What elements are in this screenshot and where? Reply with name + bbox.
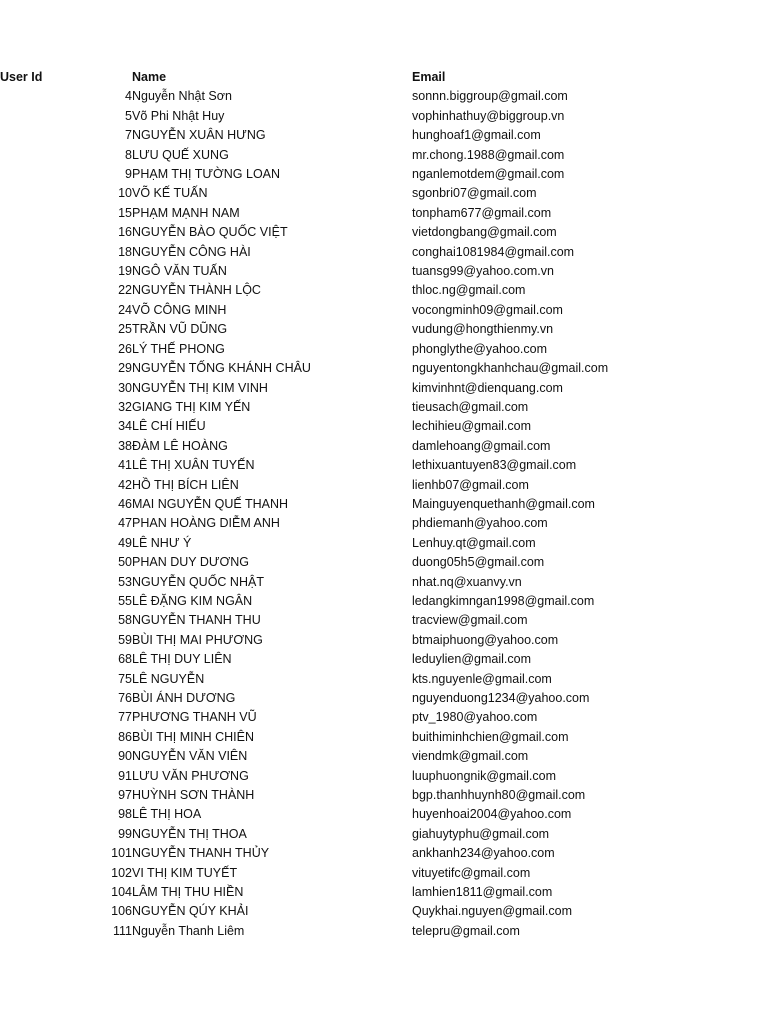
table-row [0,864,700,883]
table-row [0,417,700,436]
table-row [0,514,700,533]
email-cell: vudung@hongthienmy.vn [412,322,554,337]
table-row [0,165,700,184]
user-id-cell: 91 [118,768,132,783]
name-cell: HUỲNH SƠN THÀNH [132,788,255,803]
name-cell: PHAN HOÀNG DIỄM ANH [132,516,280,531]
table-row [0,922,700,941]
user-id-cell: 9 [125,167,132,182]
email-cell: damlehoang@gmail.com [412,438,551,453]
name-cell: LÊ ĐẶNG KIM NGÂN [132,593,253,608]
name-cell: LÊ NHƯ Ý [132,535,192,550]
email-cell: tracview@gmail.com [412,613,528,628]
user-id-cell: 18 [118,244,132,259]
name-cell: BÙI THỊ MAI PHƯƠNG [132,632,263,647]
email-cell: lethixuantuyen83@gmail.com [412,458,577,473]
table-row [0,379,700,398]
table-row [0,805,700,824]
user-id-cell: 58 [118,613,132,628]
user-id-cell: 38 [118,438,132,453]
name-cell: NGUYỄN THỊ THOA [132,826,247,841]
user-id-cell: 47 [118,516,132,531]
user-id-cell: 7 [125,128,132,143]
email-cell: Lenhuy.qt@gmail.com [412,535,536,550]
email-cell: sonnn.biggroup@gmail.com [412,89,568,104]
name-cell: VÕ CÔNG MINH [132,302,227,317]
email-cell: mr.chong.1988@gmail.com [412,147,565,162]
name-cell: NGUYỄN BÀO QUỐC VIỆT [132,225,288,240]
name-cell: GIANG THỊ KIM YẾN [132,399,251,414]
user-id-cell: 102 [111,865,132,880]
table-row [0,902,700,921]
user-id-cell: 68 [118,652,132,667]
email-cell: tuansg99@yahoo.com.vn [412,264,554,279]
name-cell: VI THỊ KIM TUYẾT [132,865,238,880]
table-row [0,320,700,339]
table-row [0,767,700,786]
email-cell: tonpham677@gmail.com [412,205,552,220]
name-cell: LÊ CHÍ HIẾU [132,419,206,434]
header-user-id: User Id [0,70,43,84]
email-cell: vietdongbang@gmail.com [412,225,557,240]
name-cell: LƯU VĂN PHƯƠNG [132,768,249,783]
user-table [0,68,700,941]
name-cell: HỒ THỊ BÍCH LIÊN [132,477,239,492]
table-row [0,204,700,223]
email-cell: nganlemotdem@gmail.com [412,167,565,182]
table-row [0,262,700,281]
user-id-cell: 76 [118,691,132,705]
user-id-cell: 97 [118,788,132,803]
table-row [0,301,700,320]
user-id-cell: 50 [118,555,132,570]
email-cell: ptv_1980@yahoo.com [412,710,538,725]
table-row [0,223,700,242]
table-row [0,495,700,514]
table-row [0,107,700,126]
user-id-cell: 46 [118,496,132,511]
table-row [0,825,700,844]
name-cell: NGUYỄN THỊ KIM VINH [132,380,268,395]
name-cell: MAI NGUYỄN QUẾ THANH [132,496,289,511]
email-cell: phonglythe@yahoo.com [412,341,547,356]
table-row [0,670,700,689]
user-id-cell: 53 [118,574,132,589]
email-cell: vituyetifc@gmail.com [412,865,531,880]
user-id-cell: 8 [125,147,132,162]
name-cell: NGUYỄN THANH THỦY [132,846,270,861]
table-row [0,437,700,456]
name-cell: BÙI THỊ MINH CHIÊN [132,729,254,744]
name-cell: NGUYỄN QUỐC NHẬT [132,574,264,589]
email-cell: telepru@gmail.com [412,923,520,938]
name-cell: NGÔ VĂN TUẤN [132,264,227,279]
user-id-cell: 10 [118,186,132,201]
email-cell: thloc.ng@gmail.com [412,283,526,298]
email-cell: ledangkimngan1998@gmail.com [412,593,595,608]
table-row [0,146,700,165]
header-name: Name [132,70,167,84]
name-cell: LÊ NGUYỄN [132,671,205,686]
user-id-cell: 5 [125,108,132,123]
name-cell: PHAN DUY DƯƠNG [132,555,250,570]
table-row [0,747,700,766]
email-cell: nguyenduong1234@yahoo.com [412,691,590,705]
table-row [0,534,700,553]
table-row [0,184,700,203]
name-cell: NGUYỄN QÚY KHẢI [132,904,249,919]
user-id-cell: 30 [118,380,132,395]
name-cell: LÝ THẾ PHONG [132,341,225,356]
table-row [0,573,700,592]
email-cell: lechihieu@gmail.com [412,419,531,434]
name-cell: PHẠM THỊ TƯỜNG LOAN [132,167,281,182]
email-cell: conghai1081984@gmail.com [412,244,575,259]
table-row [0,553,700,572]
user-list-sheet [0,68,768,941]
name-cell: ĐÀM LÊ HOÀNG [132,438,228,453]
email-cell: sgonbri07@gmail.com [412,186,537,201]
table-row [0,650,700,669]
email-cell: huyenhoai2004@yahoo.com [412,807,572,822]
email-cell: tieusach@gmail.com [412,399,529,414]
table-row [0,243,700,262]
table-row [0,340,700,359]
user-id-cell: 15 [118,205,132,220]
user-id-cell: 41 [118,458,132,473]
email-cell: lamhien1811@gmail.com [412,885,553,900]
user-id-cell: 59 [118,632,132,647]
table-row [0,359,700,378]
email-cell: buithiminhchien@gmail.com [412,729,569,744]
user-id-cell: 26 [118,341,132,356]
name-cell: NGUYỄN TỐNG KHÁNH CHÂU [132,361,311,376]
name-cell: Võ Phi Nhật Huy [132,108,225,123]
email-cell: leduylien@gmail.com [412,652,531,667]
table-row [0,844,700,863]
name-cell: NGUYỄN XUÂN HƯNG [132,128,266,143]
email-cell: btmaiphuong@yahoo.com [412,632,559,647]
table-row [0,592,700,611]
name-cell: VÕ KẾ TUẤN [132,186,208,201]
name-cell: BÙI ÁNH DƯƠNG [132,691,236,705]
email-cell: vophinhathuy@biggroup.vn [412,108,565,123]
name-cell: NGUYỄN THANH THU [132,613,261,628]
email-cell: kts.nguyenle@gmail.com [412,671,552,686]
email-cell: Quykhai.nguyen@gmail.com [412,904,572,919]
user-id-cell: 42 [118,477,132,492]
table-row [0,398,700,417]
name-cell: LƯU QUẾ XUNG [132,147,229,162]
user-id-cell: 25 [118,322,132,337]
user-id-cell: 75 [118,671,132,686]
user-id-cell: 29 [118,361,132,376]
table-row [0,728,700,747]
table-row [0,708,700,727]
user-id-cell: 90 [118,749,132,764]
name-cell: LÊ THỊ XUÂN TUYẾN [132,458,255,473]
email-cell: ankhanh234@yahoo.com [412,846,555,861]
user-id-cell: 24 [118,302,132,317]
name-cell: PHƯƠNG THANH VŨ [132,710,257,725]
table-row [0,476,700,495]
name-cell: NGUYỄN CÔNG HÀI [132,244,251,259]
user-id-cell: 4 [125,89,132,104]
name-cell: PHẠM MẠNH NAM [132,205,240,220]
user-id-cell: 106 [111,904,132,919]
name-cell: NGUYỄN THÀNH LỘC [132,283,261,298]
user-id-cell: 98 [118,807,132,822]
email-cell: nguyentongkhanhchau@gmail.com [412,361,609,376]
user-id-cell: 16 [118,225,132,240]
user-id-cell: 32 [118,399,132,414]
table-row [0,611,700,630]
email-cell: nhat.nq@xuanvy.vn [412,574,522,589]
name-cell: TRẦN VŨ DŨNG [132,322,228,337]
email-cell: duong05h5@gmail.com [412,555,545,570]
email-cell: vocongminh09@gmail.com [412,302,563,317]
table-row [0,87,700,106]
user-id-cell: 86 [118,729,132,744]
email-cell: giahuytyphu@gmail.com [412,826,550,841]
table-row [0,631,700,650]
user-id-cell: 55 [118,593,132,608]
user-id-cell: 22 [118,283,132,298]
name-cell: LÊ THỊ DUY LIÊN [132,652,232,667]
table-row [0,281,700,300]
user-id-cell: 77 [118,710,132,725]
user-id-cell: 34 [118,419,132,434]
table-row [0,883,700,902]
table-header-row [0,68,700,87]
table-row [0,689,700,708]
email-cell: phdiemanh@yahoo.com [412,516,548,531]
email-cell: kimvinhnt@dienquang.com [412,380,563,395]
name-cell: NGUYỄN VĂN VIÊN [132,749,248,764]
email-cell: luuphuongnik@gmail.com [412,768,557,783]
name-cell: LÂM THỊ THU HIỀN [132,885,244,900]
user-id-cell: 49 [118,535,132,550]
email-cell: viendmk@gmail.com [412,749,529,764]
email-cell: hunghoaf1@gmail.com [412,128,541,143]
header-email: Email [412,70,446,84]
user-id-cell: 104 [111,885,132,900]
name-cell: LÊ THỊ HOA [132,807,202,822]
table-row [0,126,700,145]
table-row [0,456,700,475]
name-cell: Nguyễn Nhật Sơn [132,89,232,104]
table-body [0,87,700,941]
user-id-cell: 99 [118,826,132,841]
email-cell: bgp.thanhhuynh80@gmail.com [412,788,586,803]
user-id-cell: 101 [111,846,132,861]
table-row [0,786,700,805]
user-id-cell: 111 [112,923,132,938]
user-id-cell: 19 [118,264,132,279]
email-cell: Mainguyenquethanh@gmail.com [412,496,595,511]
email-cell: lienhb07@gmail.com [412,477,529,492]
name-cell: Nguyễn Thanh Liêm [132,923,245,938]
